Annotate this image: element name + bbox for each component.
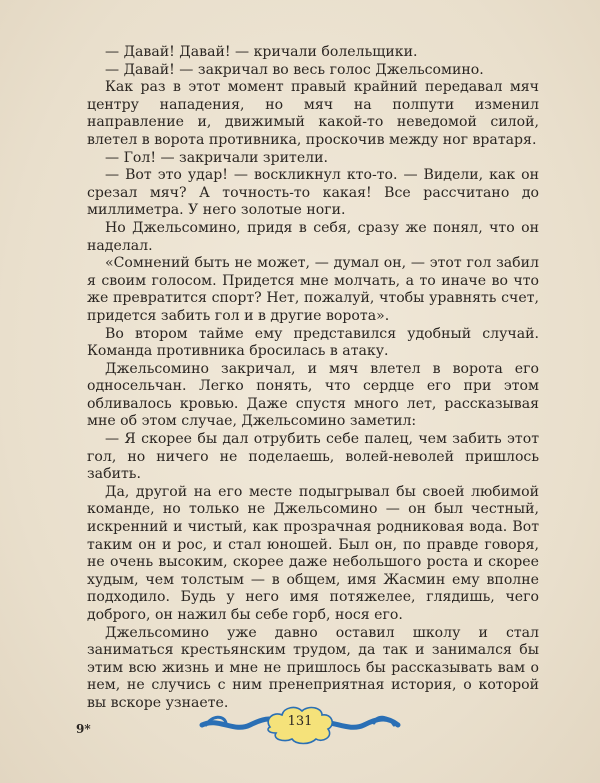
paragraph: «Сомнений быть не может, — думал он, — этот гол забил я своим голосом. Придется мне молчать, а то иначе во что же превратится спорт? Нет, пожалуй, чтобы уравнять счет, придется забить гол и в другие ворота». [87, 255, 539, 324]
paragraph: Но Джельсомино, придя в себя, сразу же понял, что он наделал. [87, 219, 539, 254]
paragraph: Джельсомино закричал, и мяч влетел в ворота его односельчан. Легко понять, что сердце его при этом обливалось кровью. Даже спустя много лет, рассказывая мне об этом случае, Джельсомино заметил: [87, 360, 539, 430]
paragraph: Да, другой на его месте подыгрывал бы своей любимой команде, но только не Джельсомино — он был честный, искренний и чистый, как прозрачная родниковая вода. Вот таким он и рос, и стал юношей. Был он, по правде говоря, не очень высоким, скорее даже небольшого роста и скорее худым, чем толстым — в общем, имя Жасмин ему вполне подходило. Будь у него имя потяжелее, глядишь, чего доброго, он нажил бы себе горб, нося его. [87, 483, 539, 623]
paragraph: Как раз в этот момент правый крайний передавал мяч центру нападения, но мяч на полпути изменил направление и, движимый какой-то неведомой силой, влетел в ворота противника, проскочив между ног вратаря. [87, 79, 539, 148]
paragraph: — Вот это удар! — воскликнул кто-то. — Видели, как он срезал мяч? А точность-то какая! Все рассчитано до миллиметра. У него золотые ноги. [87, 167, 539, 219]
paragraph: Во втором тайме ему представился удобный случай. Команда противника бросилась в атаку. [87, 325, 539, 360]
paragraph: — Давай! Давай! — кричали болельщики. [105, 44, 418, 60]
body-text [87, 44, 539, 713]
paragraph: — Давай! — закричал во весь голос Джельсомино. [105, 61, 484, 78]
paragraph: — Гол! — закричали зрители. [105, 149, 328, 166]
paragraph: Джельсомино уже давно оставил школу и стал заниматься крестьянским трудом, да так и занимался бы этим всю жизнь и мне не пришлось бы рассказывать вам о нем, не случись с ним пренеприятная история, о которой вы вскоре узнаете. [87, 624, 539, 711]
page-number: 131 [287, 714, 313, 729]
signature-mark: 9* [76, 722, 91, 736]
paragraph: — Я скорее бы дал отрубить себе палец, чем забить этот гол, но ничего не поделаешь, волей-неволей пришлось забить. [87, 431, 539, 483]
